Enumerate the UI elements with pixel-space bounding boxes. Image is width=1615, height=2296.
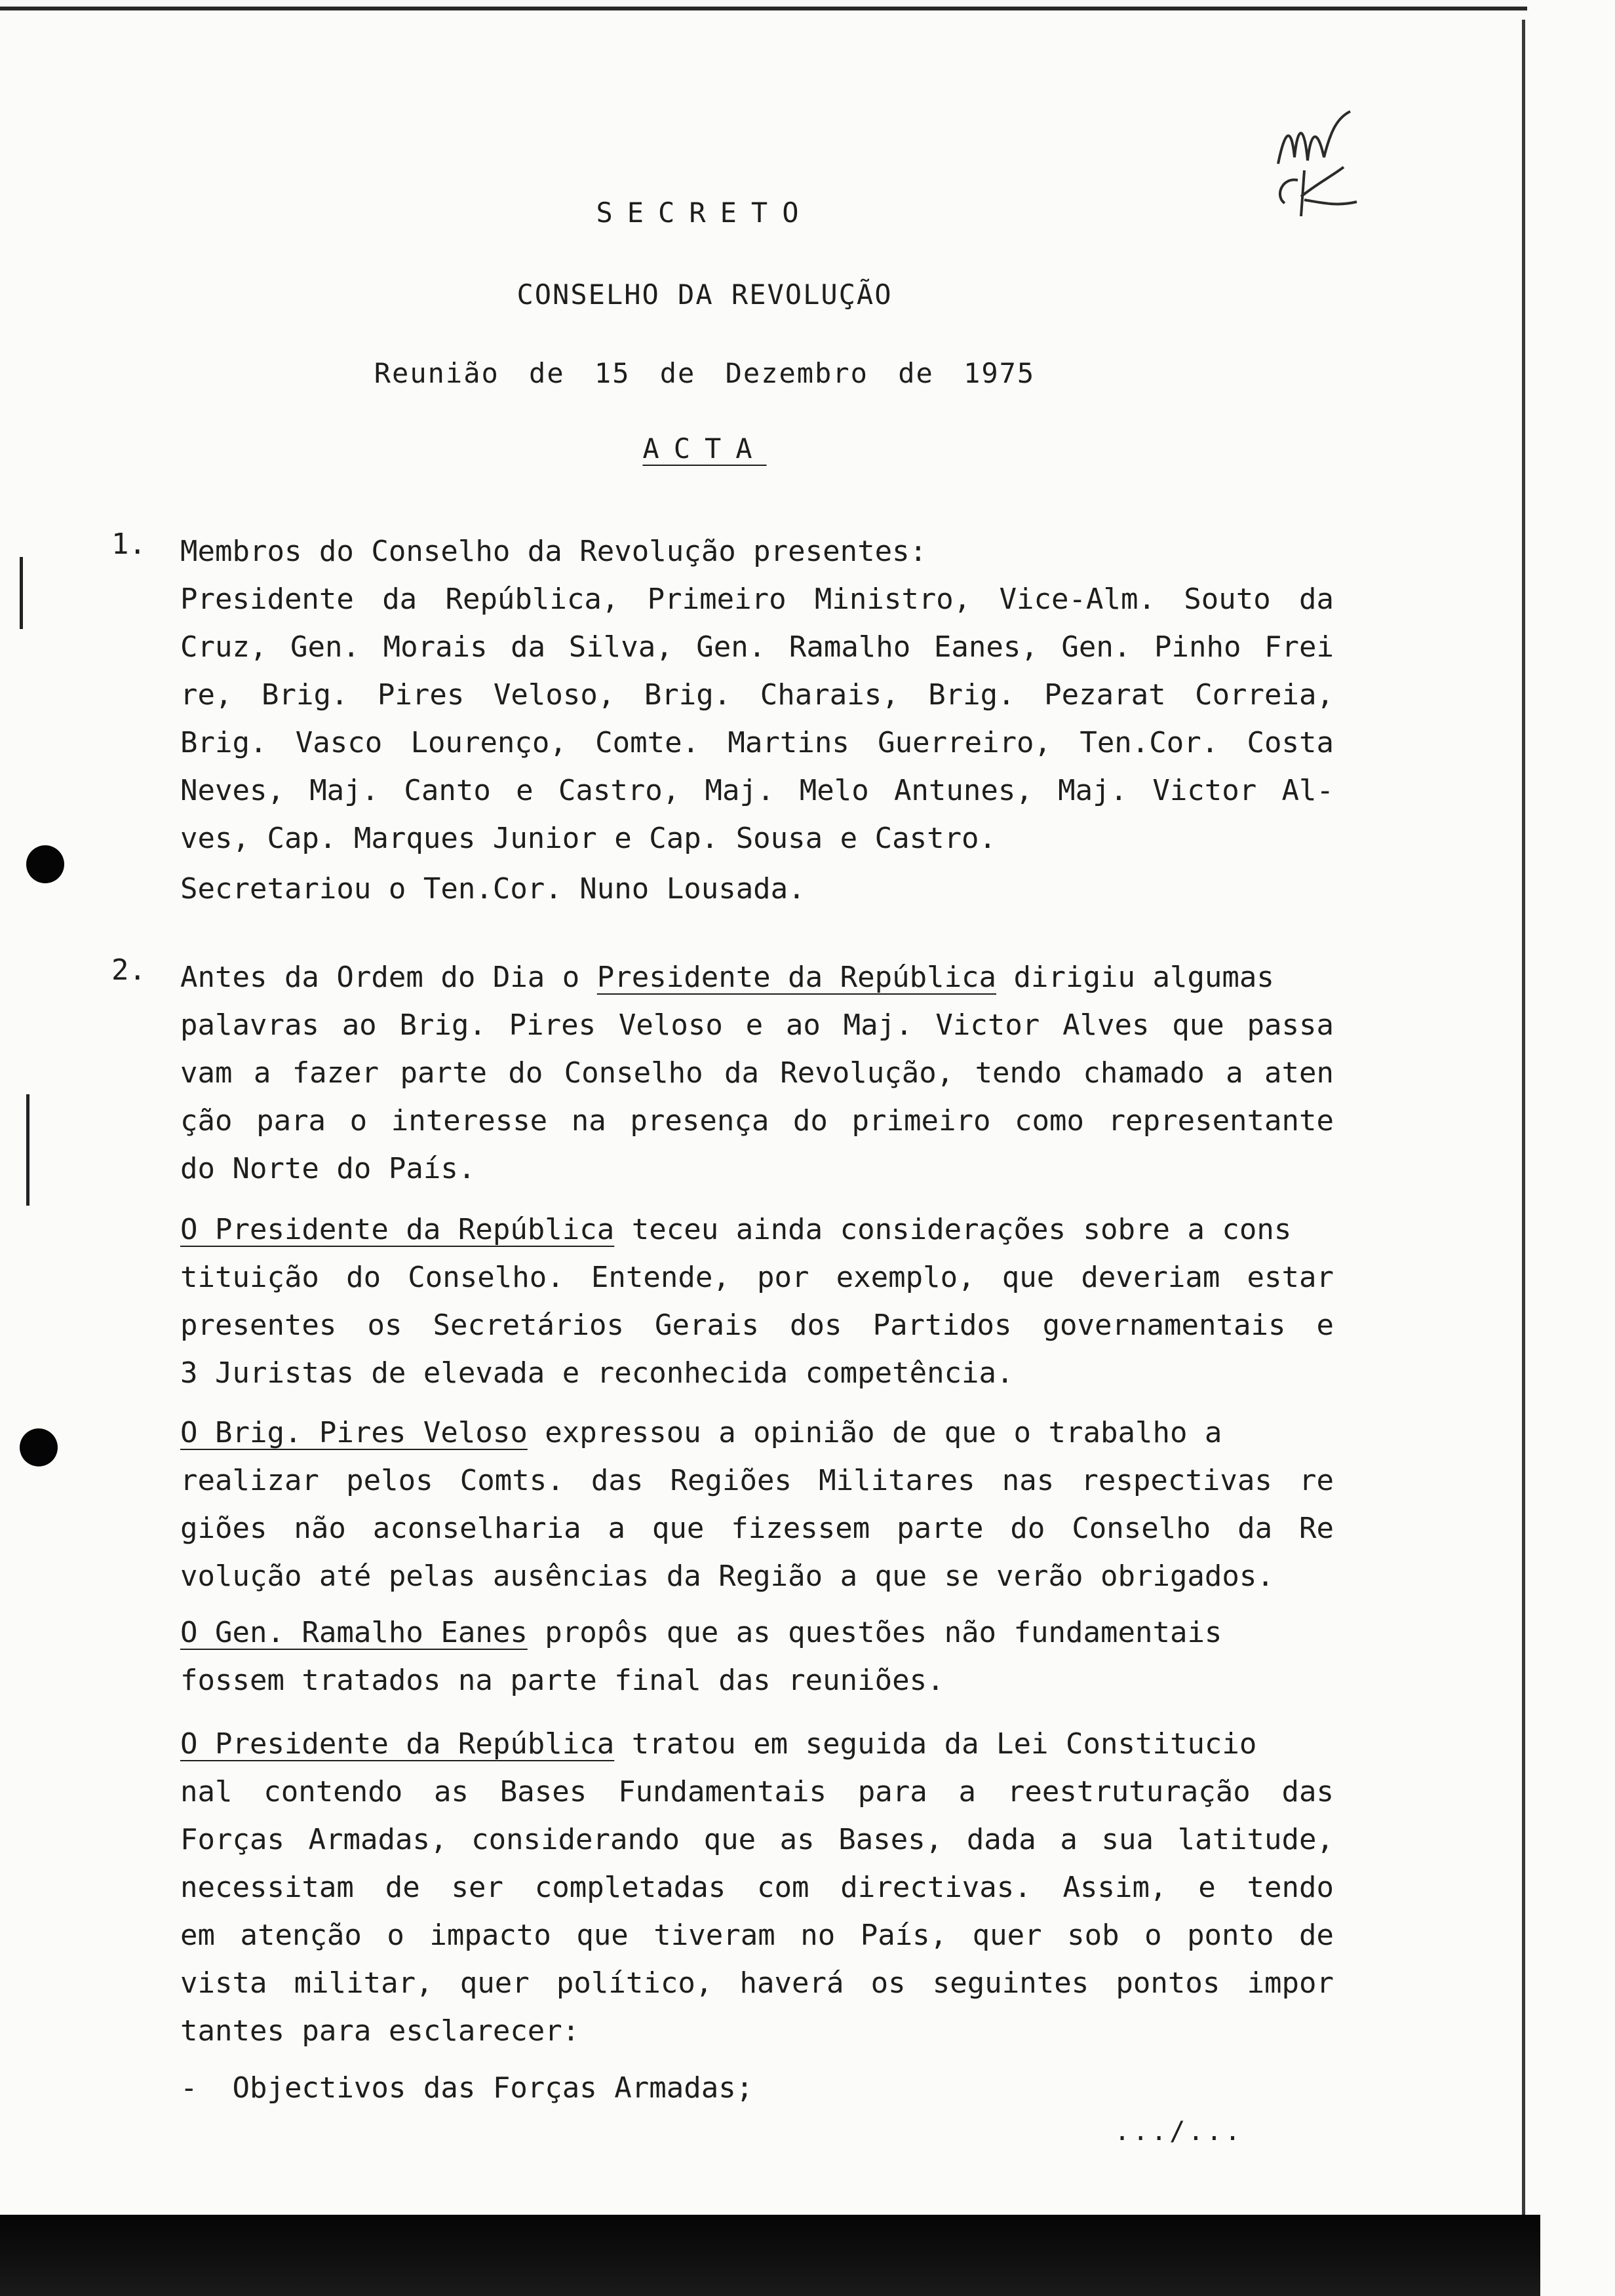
paragraph-opening-remarks [180, 953, 1334, 1193]
scan-right-edge [1522, 20, 1525, 2215]
text-run: Antes da Ordem do Dia o [180, 961, 597, 994]
text-line: giões não aconselharia a que fizessem parte do Conselho da Re [180, 1512, 1334, 1545]
council-heading: CONSELHO DA REVOLUÇÃO [516, 278, 893, 311]
text-line: nal contendo as Bases Fundamentais para a reestruturação das [180, 1775, 1334, 1808]
text-line: Presidente da República, Primeiro Ministro, Vice-Alm. Souto da [180, 583, 1334, 616]
paragraph-meeting-agenda [180, 1609, 1334, 1704]
secretary-line [180, 865, 1334, 913]
text-line: realizar pelos Comts. das Regiões Militares nas respectivas re [180, 1464, 1334, 1497]
text-line: Neves, Maj. Canto e Castro, Maj. Melo Antunes, Maj. Victor Al- [180, 774, 1334, 807]
text-line: Brig. Vasco Lourenço, Comte. Martins Guerreiro, Ten.Cor. Costa [180, 726, 1334, 759]
speaker-name: O Presidente da República [180, 1213, 615, 1246]
document-type-heading [0, 432, 1409, 465]
speaker-name: Presidente da República [596, 961, 997, 994]
paragraph-council-composition [180, 1206, 1334, 1397]
text-run: tratou em seguida da Lei Constitucio [614, 1727, 1257, 1761]
paragraph-military-regions [180, 1409, 1334, 1600]
text-line [180, 1206, 1334, 1253]
section-number: 2. [111, 953, 146, 987]
text-line: palavras ao Brig. Pires Veloso e ao Maj. Victor Alves que passa [180, 1008, 1334, 1042]
meeting-date-heading: Reunião de 15 de Dezembro de 1975 [374, 357, 1036, 389]
text-line: Secretariou o Ten.Cor. Nuno Lousada. [180, 872, 806, 906]
text-run: dirigiu algumas [996, 961, 1274, 994]
section-number: 1. [111, 527, 146, 561]
classification-heading: SECRETO [596, 197, 813, 229]
text-line: vista militar, quer político, haverá os seguintes pontos impor [180, 1966, 1334, 2000]
text-line: Forças Armadas, considerando que as Bases, dada a sua latitude, [180, 1823, 1334, 1856]
punch-hole [20, 1428, 58, 1466]
text-line: em atenção o impacto que tiveram no País, quer sob o ponto de [180, 1919, 1334, 1952]
text-line: tantes para esclarecer: [180, 2014, 580, 2048]
text-line: tituição do Conselho. Entende, por exemplo, que deveriam estar [180, 1261, 1334, 1294]
text-line: fossem tratados na parte final das reuniões. [180, 1664, 944, 1697]
text-run: propôs que as questões não fundamentais [527, 1616, 1222, 1649]
acta-title: ACTA [642, 432, 767, 465]
speaker-name: O Gen. Ramalho Eanes [180, 1616, 528, 1649]
text-line: ves, Cap. Marques Junior e Cap. Sousa e Castro. [180, 822, 997, 855]
speaker-name: O Brig. Pires Veloso [180, 1416, 528, 1449]
text-line: vam a fazer parte do Conselho da Revolução, tendo chamado a aten [180, 1056, 1334, 1090]
scan-left-mark [20, 557, 23, 629]
text-line: Cruz, Gen. Morais da Silva, Gen. Ramalho Eanes, Gen. Pinho Frei [180, 630, 1334, 664]
text-line: necessitam de ser completadas com directivas. Assim, e tendo [180, 1871, 1334, 1904]
text-line: do Norte do País. [180, 1152, 476, 1185]
text-run: expressou a opinião de que o trabalho a [527, 1416, 1222, 1449]
scan-bottom-edge [0, 2215, 1540, 2296]
text-line [180, 1609, 1334, 1656]
text-run: teceu ainda considerações sobre a cons [614, 1213, 1292, 1246]
text-line: volução até pelas ausências da Região a que se verão obrigados. [180, 1559, 1274, 1593]
text-line: re, Brig. Pires Veloso, Brig. Charais, Brig. Pezarat Correia, [180, 678, 1334, 712]
text-line [180, 953, 1334, 1001]
bullet-item [180, 2064, 1334, 2112]
text-line [180, 1720, 1334, 1768]
section-1-attendees [180, 527, 1334, 862]
punch-hole [26, 845, 64, 883]
text-line: Membros do Conselho da Revolução presentes: [180, 535, 927, 568]
text-line: ção para o interesse na presença do primeiro como representante [180, 1104, 1334, 1138]
scan-left-mark [26, 1094, 29, 1206]
scan-top-edge [0, 7, 1527, 10]
text-line: - Objectivos das Forças Armadas; [180, 2071, 754, 2105]
page-continuation-mark: .../... [1114, 2116, 1243, 2147]
text-line: 3 Juristas de elevada e reconhecida competência. [180, 1356, 1014, 1390]
text-line [180, 1409, 1334, 1457]
text-line: presentes os Secretários Gerais dos Partidos governamentais e [180, 1309, 1334, 1342]
speaker-name: O Presidente da República [180, 1727, 615, 1761]
paragraph-constitutional-law [180, 1720, 1334, 2055]
